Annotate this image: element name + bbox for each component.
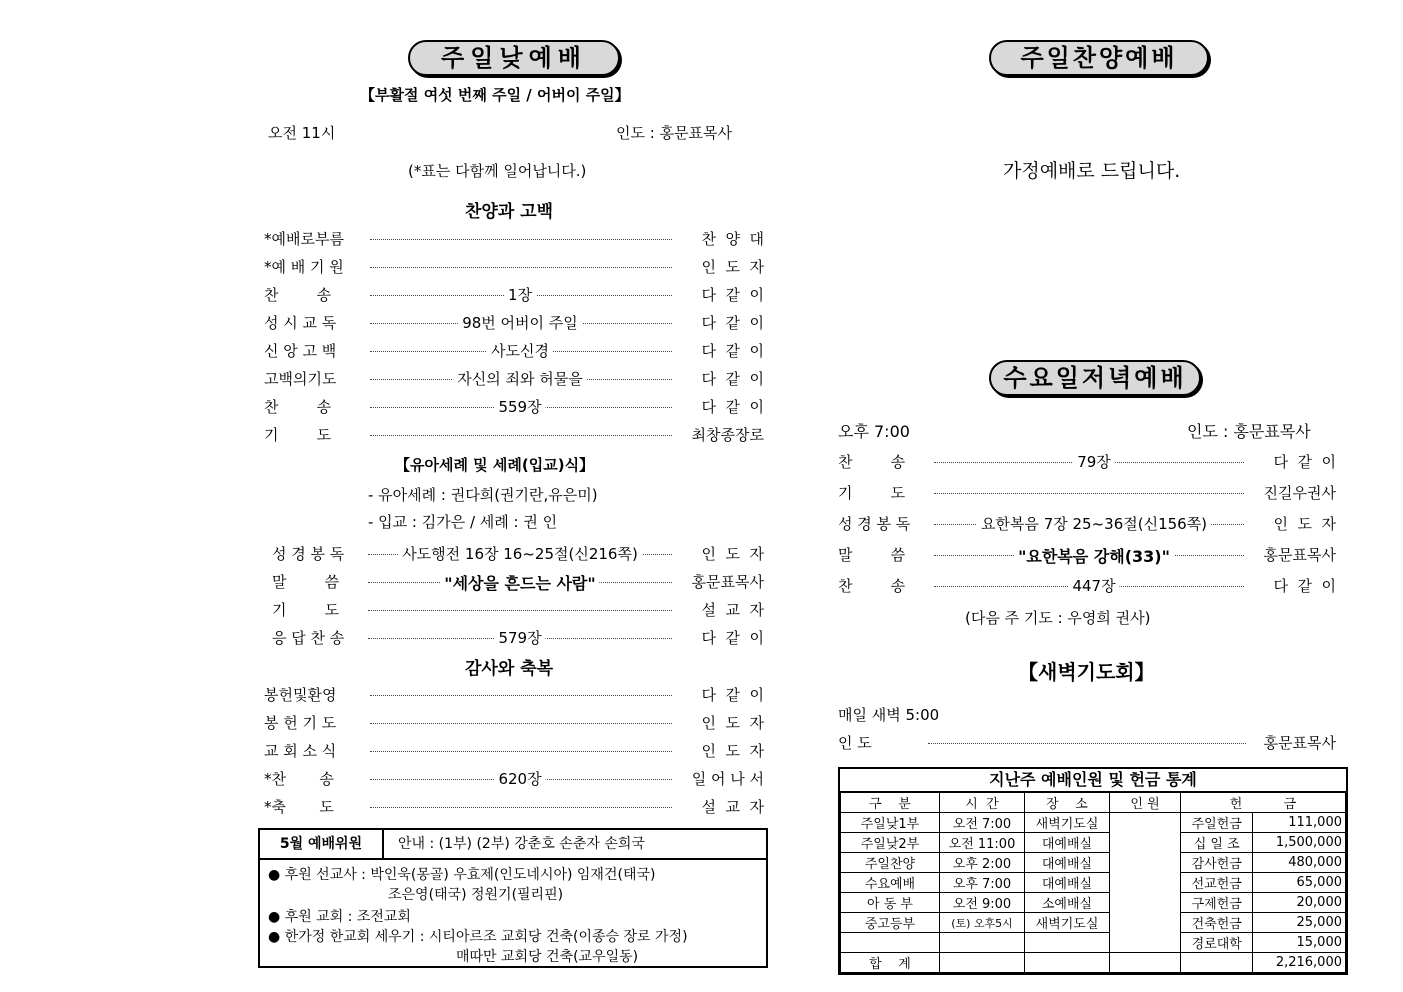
baptism-line1: - 유아세례 : 권다희(권기란,유은미) [368, 486, 598, 504]
stats-cell: 480,000 [1253, 853, 1346, 873]
baptism-title: 【유아세례 및 세례(입교)식】 [395, 456, 595, 474]
month-label: 5월 예배위원 [260, 830, 384, 858]
stats-cell: 1,500,000 [1253, 833, 1346, 853]
order-row [264, 712, 764, 734]
stats-cell: 25,000 [1253, 913, 1346, 933]
order-row [838, 544, 1336, 566]
stats-table [838, 767, 1348, 975]
stats-cell [1110, 813, 1181, 953]
order-label: 기 도 [272, 601, 340, 619]
stats-cell: 주일낮1부 [841, 813, 940, 833]
stats-cell: 경로대학 [1181, 933, 1253, 953]
leader-dots [370, 751, 672, 752]
order-label: *예 배 기 원 [264, 258, 344, 276]
order-person: 인 도 자 [701, 742, 764, 760]
order-content: 1장 [504, 284, 536, 305]
stats-cell [1025, 953, 1110, 973]
stats-row [841, 853, 1346, 873]
wed-leader: 인도 : 홍문표목사 [1187, 422, 1311, 441]
order-content: "요한복음 강해(33)" [1014, 544, 1174, 567]
order-row [264, 312, 764, 334]
baptism-line2: - 입교 : 김가은 / 세례 : 권 인 [368, 513, 558, 531]
order-row [272, 599, 764, 621]
order-row [264, 368, 764, 390]
dawn-dots [928, 743, 1246, 744]
order-person: 홍문표목사 [691, 573, 764, 591]
next-prayer: (다음 주 기도 : 우영희 권사) [965, 609, 1151, 627]
leader-dots [370, 267, 672, 268]
order-content: 요한복음 7장 25~36절(신156쪽) [977, 513, 1211, 534]
one-family-2: 매따만 교회당 건축(교우일동) [456, 949, 639, 965]
order-person: 설 교 자 [701, 601, 764, 619]
order-label: *예배로부름 [264, 230, 344, 248]
dawn-leader: 홍문표목사 [1263, 734, 1336, 752]
stats-cell: 대예배실 [1025, 853, 1110, 873]
order-row [838, 482, 1336, 504]
order-row [264, 424, 764, 446]
stats-cell: 주일낮2부 [841, 833, 940, 853]
stats-cell [940, 933, 1025, 953]
stats-cell: 헌 금 [1181, 793, 1346, 813]
order-content: 559장 [494, 396, 545, 417]
order-person: 다 같 이 [701, 286, 764, 304]
left-time: 오전 11시 [268, 124, 336, 142]
order-person: 인 도 자 [1273, 515, 1336, 533]
leader-dots [370, 695, 672, 696]
leader-dots [370, 239, 672, 240]
order-person: 인 도 자 [701, 258, 764, 276]
order-row [264, 340, 764, 362]
stats-cell: 인 원 [1110, 793, 1181, 813]
order-person: 홍문표목사 [1263, 546, 1336, 564]
dawn-row [838, 732, 1336, 754]
order-label: 성 시 교 독 [264, 314, 337, 332]
order-row [272, 627, 764, 649]
order-row [838, 513, 1336, 535]
order-content: 사도신경 [487, 340, 553, 361]
stats-cell: 장 소 [1025, 793, 1110, 813]
left-title: 주일낮예배 [408, 40, 620, 76]
order-person: 인 도 자 [701, 714, 764, 732]
stats-row [841, 813, 1346, 833]
stats-cell: 오후 2:00 [940, 853, 1025, 873]
stats-cell: 수요예배 [841, 873, 940, 893]
order-content: 자신의 죄와 허물을 [453, 368, 586, 389]
order-row [264, 768, 764, 790]
stats-cell [1110, 953, 1181, 973]
order-label: 봉헌및환영 [264, 686, 337, 704]
one-family: ● 한가정 한교회 세우기 : 시티아르조 교회당 건축(이종승 장로 가정) [268, 929, 688, 945]
dawn-title: 【새벽기도회】 [1018, 660, 1155, 684]
stats-cell: 20,000 [1253, 893, 1346, 913]
order-row [264, 228, 764, 250]
stats-cell: 감사헌금 [1181, 853, 1253, 873]
stats-cell: 111,000 [1253, 813, 1346, 833]
support-church: ● 후원 교회 : 조전교회 [268, 909, 411, 925]
stats-cell: 오전 9:00 [940, 893, 1025, 913]
order-person: 인 도 자 [701, 545, 764, 563]
stats-cell: 대예배실 [1025, 873, 1110, 893]
stats-cell: 합 계 [841, 953, 940, 973]
box-header [260, 830, 766, 860]
order-label: 기 도 [264, 426, 332, 444]
order-row [264, 396, 764, 418]
order-person: 설 교 자 [701, 798, 764, 816]
order-label: 찬 송 [838, 577, 906, 595]
stats-cell: 새벽기도실 [1025, 813, 1110, 833]
order-person: 다 같 이 [701, 398, 764, 416]
missionary-2: 조은영(태국) 정원기(필리핀) [388, 887, 564, 903]
order-person: 다 같 이 [701, 686, 764, 704]
stats-row [841, 873, 1346, 893]
stats-cell [1181, 953, 1253, 973]
order-label: 성 경 봉 독 [838, 515, 911, 533]
wed-time: 오후 7:00 [838, 422, 910, 441]
order-person: 다 같 이 [1273, 453, 1336, 471]
order-row [272, 571, 764, 593]
stats-cell: 대예배실 [1025, 833, 1110, 853]
right-title-2: 수요일저녁예배 [989, 360, 1201, 396]
order-row [264, 284, 764, 306]
order-person: 다 같 이 [701, 342, 764, 360]
order-label: 찬 송 [264, 286, 332, 304]
stats-cell: 새벽기도실 [1025, 913, 1110, 933]
order-row [838, 451, 1336, 473]
stats-cell: 중고등부 [841, 913, 940, 933]
stats-row [841, 933, 1346, 953]
order-label: 봉 헌 기 도 [264, 714, 337, 732]
leader-dots [370, 807, 672, 808]
order-label: 말 씀 [272, 573, 340, 591]
leader-dots [370, 435, 672, 436]
order-content: 98번 어버이 주일 [458, 312, 582, 333]
stats-cell: 65,000 [1253, 873, 1346, 893]
order-content: 사도행전 16장 16~25절(신216쪽) [398, 543, 642, 564]
guide: 안내 : (1부) (2부) 강춘호 손춘자 손희국 [398, 836, 645, 852]
stats-cell: 오전 7:00 [940, 813, 1025, 833]
stats-cell: 아 동 부 [841, 893, 940, 913]
stats-cell: 소예배실 [1025, 893, 1110, 913]
stand-note: (*표는 다함께 일어납니다.) [408, 162, 587, 180]
stats-cell: 주일헌금 [1181, 813, 1253, 833]
dawn-label: 인 도 [838, 734, 872, 752]
order-content: 447장 [1068, 575, 1119, 596]
order-row [264, 796, 764, 818]
stats-total-row [841, 953, 1346, 973]
order-person: 일 어 나 서 [691, 770, 764, 788]
stats-cell [1025, 933, 1110, 953]
order-row [264, 256, 764, 278]
stats-cell: 구제헌금 [1181, 893, 1253, 913]
order-row [272, 543, 764, 565]
stats-row [841, 833, 1346, 853]
order-label: 기 도 [838, 484, 906, 502]
order-label: 응 답 찬 송 [272, 629, 345, 647]
order-label: 말 씀 [838, 546, 906, 564]
order-row [838, 575, 1336, 597]
stats-cell [940, 953, 1025, 973]
order-content: "세상을 흔드는 사람" [440, 571, 599, 594]
stats-cell: 십 일 조 [1181, 833, 1253, 853]
section-praise: 찬양과 고백 [465, 202, 554, 222]
info-box [258, 828, 768, 968]
order-label: 교 회 소 식 [264, 742, 337, 760]
order-label: 신 앙 고 백 [264, 342, 337, 360]
stats-cell [841, 933, 940, 953]
order-person: 찬 양 대 [701, 230, 764, 248]
leader-dots [368, 610, 672, 611]
leader-dots [934, 493, 1244, 494]
order-person: 다 같 이 [1273, 577, 1336, 595]
order-label: 찬 송 [264, 398, 332, 416]
order-row [264, 684, 764, 706]
stats-cell: 건축헌금 [1181, 913, 1253, 933]
left-subtitle: 【부활절 여섯 번째 주일 / 어버이 주일】 [360, 86, 630, 104]
order-content: 620장 [494, 768, 545, 789]
stats-cell: 주일찬양 [841, 853, 940, 873]
order-person: 최창종장로 [691, 426, 764, 444]
stats-row [841, 913, 1346, 933]
stats-row [841, 893, 1346, 913]
right-title-1: 주일찬양예배 [989, 40, 1209, 76]
stats-title: 지난주 예배인원 및 헌금 통계 [840, 769, 1346, 792]
order-content: 79장 [1073, 451, 1115, 472]
left-leader: 인도 : 홍문표목사 [616, 124, 733, 142]
stats-header-row [841, 793, 1346, 813]
missionary: ● 후원 선교사 : 박인욱(몽골) 우효제(인도네시아) 임재건(태국) [268, 867, 656, 883]
home-worship: 가정예배로 드립니다. [1003, 160, 1181, 182]
order-label: 고백의기도 [264, 370, 337, 388]
order-person: 다 같 이 [701, 629, 764, 647]
order-label: 성 경 봉 독 [272, 545, 345, 563]
stats-cell: 시 간 [940, 793, 1025, 813]
dawn-time: 매일 새벽 5:00 [838, 706, 940, 724]
order-content: 579장 [494, 627, 545, 648]
order-label: 찬 송 [838, 453, 906, 471]
order-person: 다 같 이 [701, 370, 764, 388]
stats-cell: 2,216,000 [1253, 953, 1346, 973]
stats-cell: (토) 오후5시 [940, 913, 1025, 933]
section-thanks: 감사와 축복 [465, 659, 554, 679]
order-row [264, 740, 764, 762]
order-person: 진길우권사 [1263, 484, 1336, 502]
order-person: 다 같 이 [701, 314, 764, 332]
stats-cell: 오후 7:00 [940, 873, 1025, 893]
order-label: *축 도 [264, 798, 334, 816]
leader-dots [370, 723, 672, 724]
order-label: *찬 송 [264, 770, 334, 788]
stats-cell: 선교헌금 [1181, 873, 1253, 893]
stats-cell: 구 분 [841, 793, 940, 813]
stats-cell: 15,000 [1253, 933, 1346, 953]
stats-cell: 오전 11:00 [940, 833, 1025, 853]
